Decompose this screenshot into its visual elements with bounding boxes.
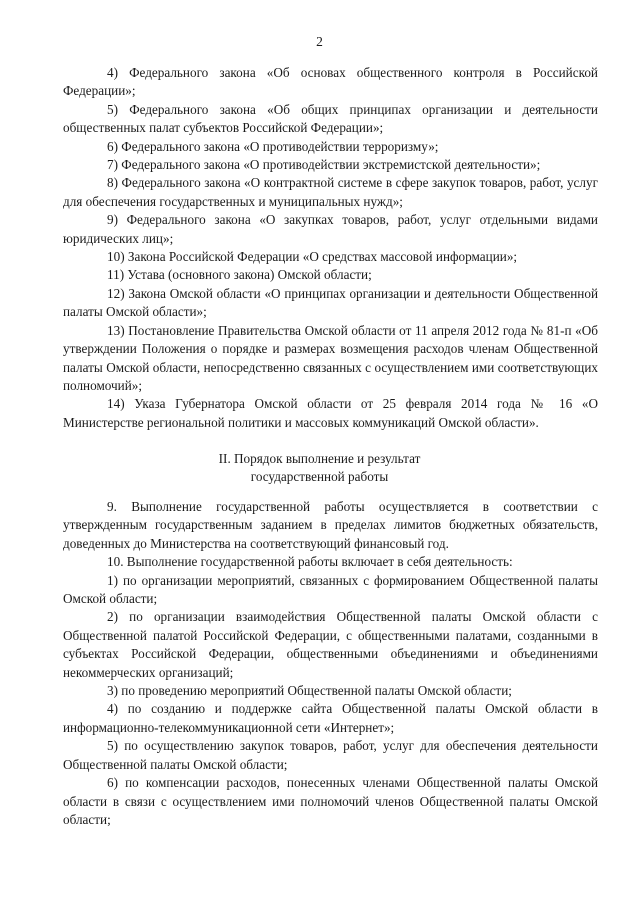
legal-basis-list xyxy=(63,64,598,432)
list-item: 12) Закона Омской области «О принципах организации и деятельности Общественной палаты Омской области»; xyxy=(63,285,598,320)
list-item: 4) по созданию и поддержке сайта Общественной палаты Омской области в информационно-телекоммуникационной сети «Интернет»; xyxy=(63,701,598,735)
list-item: 9) Федерального закона «О закупках товаров, работ, услуг отдельными видами юридических лиц»; xyxy=(63,212,598,246)
list-item: 5) по осуществлению закупок товаров, работ, услуг для обеспечения деятельности Общественной палаты Омской области; xyxy=(63,738,598,772)
list-item: 6) по компенсации расходов, понесенных членами Общественной палаты Омской области в связи с осуществлением ими полномочий членов Общественной палаты Омской области; xyxy=(63,775,598,827)
section-heading xyxy=(0,450,639,487)
section-heading-line-1: II. Порядок выполнение и результат xyxy=(218,451,421,466)
list-item: 10) Закона Российской Федерации «О средствах массовой информации»; xyxy=(107,249,518,265)
list-item: 1) по организации мероприятий, связанных с формированием Общественной палаты Омской области; xyxy=(63,572,598,607)
work-procedure-list xyxy=(63,498,598,829)
list-item: 4) Федерального закона «Об основах общественного контроля в Российской Федерации»; xyxy=(63,65,598,99)
list-item: 10. Выполнение государственной работы включает в себя деятельность: xyxy=(107,554,513,570)
list-item: 7) Федерального закона «О противодействии экстремистской деятельности»; xyxy=(107,157,541,173)
list-item: 2) по организации взаимодействия Общественной палаты Омской области с Общественной палатой Российской Федерации, с общественными палатами, созданными в субъектах Российской Федерации, общественными объединениями и объединениями некоммерческих организаций; xyxy=(63,609,598,680)
section-heading-line-2: государственной работы xyxy=(250,469,389,485)
list-item: 6) Федерального закона «О противодействии терроризму»; xyxy=(107,138,439,154)
list-item: 13) Постановление Правительства Омской области от 11 апреля 2012 года № 81-п «Об утверждении Положения о порядке и размерах возмещения расходов членам Общественной палаты Омской области, непосредственно связанных с осуществлением ими соответствующих полномочий»; xyxy=(63,322,598,393)
list-item: 9. Выполнение государственной работы осуществляется в соответствии с утвержденным государственным заданием в пределах лимитов бюджетных обязательств, доведенных до Министерства на соответствующий финансовый год. xyxy=(63,499,598,551)
list-item: 8) Федерального закона «О контрактной системе в сфере закупок товаров, работ, услуг для обеспечения государственных и муниципальных нужд»; xyxy=(63,175,598,209)
list-item: 5) Федерального закона «Об общих принципах организации и деятельности общественных палат субъектов Российской Федерации»; xyxy=(63,101,598,136)
page-number: 2 xyxy=(316,34,323,49)
list-item: 11) Устава (основного закона) Омской области; xyxy=(107,267,372,283)
list-item: 3) по проведению мероприятий Общественной палаты Омской области; xyxy=(107,683,512,699)
list-item: 14) Указа Губернатора Омской области от 25 февраля 2014 года № 16 «О Министерстве региональной политики и массовых коммуникаций Омской области». xyxy=(63,396,598,430)
